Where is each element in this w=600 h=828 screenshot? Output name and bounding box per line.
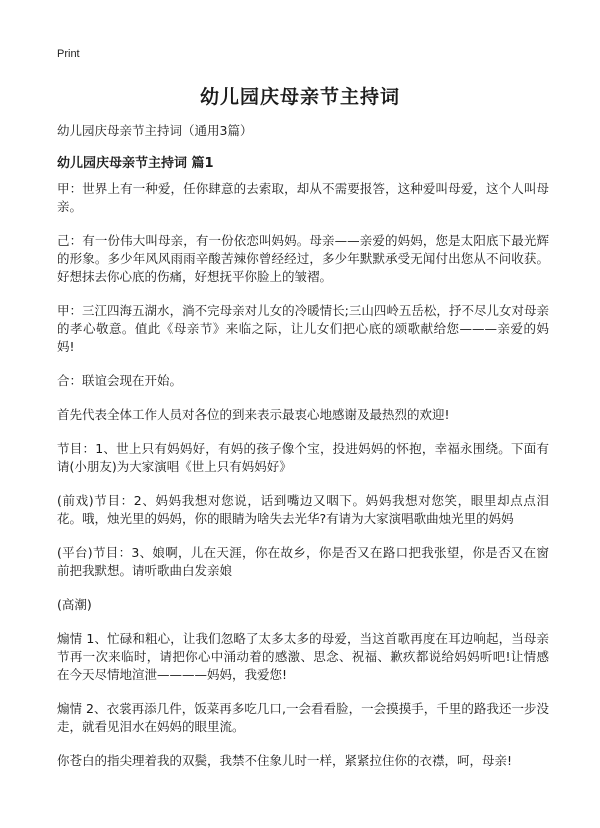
paragraph-5: 首先代表全体工作人员对各位的到来表示最衷心地感谢及最热烈的欢迎! (57, 407, 450, 422)
paragraph-8: (平台)节目：3、娘啊，儿在天涯，你在故乡，你是否又在路口把我张望，你是否又在窗前把我默想。请听歌曲白发亲娘 (57, 545, 549, 578)
paragraph-3: 甲：三江四海五湖水，淌不完母亲对儿女的冷暖情长;三山四岭五岳松，抒不尽儿女对母亲的孝心敬意。值此《母亲节》来临之际，让儿女们把心底的颂歌献给您———亲爱的妈妈! (57, 303, 549, 354)
paragraph-4: 合：联谊会现在开始。 (57, 373, 183, 388)
document-body (57, 180, 549, 770)
print-link[interactable]: Print (57, 48, 80, 60)
document-subtitle: 幼儿园庆母亲节主持词（通用3篇） (57, 123, 253, 138)
paragraph-12: 你苍白的指尖理着我的双鬓，我禁不住象儿时一样，紧紧拉住你的衣襟，呵，母亲! (57, 753, 513, 768)
paragraph-9: (高潮) (57, 597, 92, 612)
paragraph-6: 节目：1、世上只有妈妈好，有妈的孩子像个宝，投进妈妈的怀抱，幸福永围绕。下面有请(小朋友)为大家演唱《世上只有妈妈好》 (57, 441, 549, 474)
paragraph-10: 煽情 1、忙碌和粗心，让我们忽略了太多太多的母爱，当这首歌再度在耳边响起，当母亲节再一次来临时，请把你心中涌动着的感激、思念、祝福、歉疚都说给妈妈听吧!让情感在今天尽情地渲泄————妈妈，我爱您! (57, 631, 549, 682)
paragraph-1: 甲：世界上有一种爱，任你肆意的去索取，却从不需要报答，这种爱叫母爱，这个人叫母亲。 (57, 181, 549, 214)
paragraph-7: (前戏)节目：2、妈妈我想对您说，话到嘴边又咽下。妈妈我想对您笑，眼里却点点泪花。哦，烛光里的妈妈，你的眼睛为啥失去光华?有请为大家演唱歌曲烛光里的妈妈 (57, 493, 549, 526)
paragraph-11: 煽情 2、衣裳再添几件，饭菜再多吃几口,一会看看脸，一会摸摸手，千里的路我还一步没走，就看见泪水在妈妈的眼里流。 (57, 701, 549, 734)
paragraph-2: 己：有一份伟大叫母亲，有一份依恋叫妈妈。母亲——亲爱的妈妈，您是太阳底下最光辉的形象。多少年风风雨雨辛酸苦辣你曾经经过，多少年默默承受无闻付出您从不问收获。好想抹去你心底的伤痛，好想抚平你脸上的皱褶。 (57, 233, 549, 284)
section-heading: 幼儿园庆母亲节主持词 篇1 (57, 156, 214, 171)
page-title: 幼儿园庆母亲节主持词 (199, 86, 400, 108)
